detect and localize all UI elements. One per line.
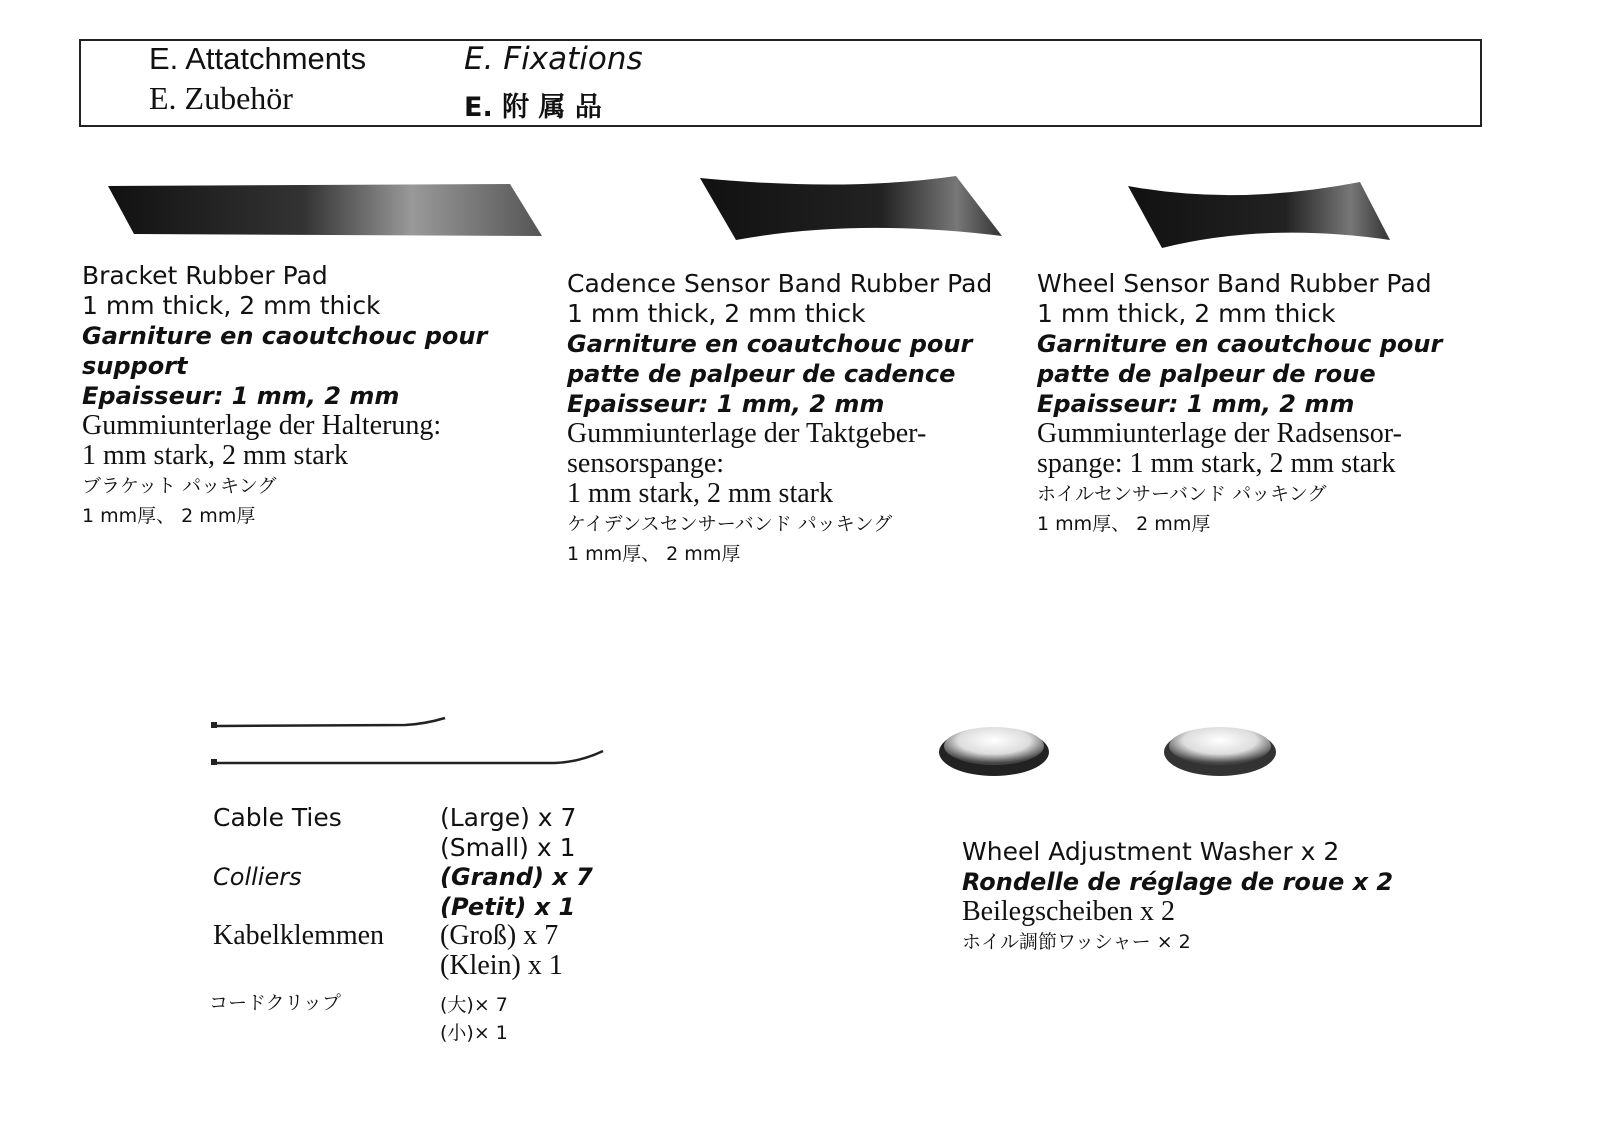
- cable-ties-large-en: (Large) x 7: [440, 803, 577, 832]
- header-title-en: E. Attatchments: [149, 41, 367, 76]
- cadence-de-thickness: 1 mm stark, 2 mm stark: [567, 478, 833, 509]
- cable-ties-label-jp: コードクリップ: [209, 992, 341, 1014]
- cable-ties-label-de: Kabelklemmen: [213, 920, 385, 951]
- cadence-de-name-1: Gummiunterlage der Taktgeber-: [567, 418, 927, 449]
- washer-de: Beilegscheiben x 2: [962, 896, 1176, 927]
- cadence-en-thickness: 1 mm thick, 2 mm thick: [567, 299, 866, 328]
- wheel-en-thickness: 1 mm thick, 2 mm thick: [1037, 299, 1336, 328]
- cable-ties-image: [205, 715, 605, 775]
- bracket-en-name: Bracket Rubber Pad: [82, 261, 328, 290]
- wheel-de-name-2: spange: 1 mm stark, 2 mm stark: [1037, 448, 1396, 479]
- cadence-jp-name: ケイデンスセンサーバンド パッキング: [567, 513, 893, 535]
- cable-ties-large-de: (Groß) x 7: [440, 920, 559, 951]
- bracket-rubber-pad-image: [100, 180, 550, 242]
- cable-ties-label-fr: Colliers: [213, 863, 302, 891]
- section-header: [79, 39, 1482, 127]
- wheel-sensor-pad-image: [1126, 180, 1396, 252]
- cable-ties-large-fr: (Grand) x 7: [440, 863, 593, 891]
- washer-block: [962, 837, 1393, 957]
- bracket-de-name: Gummiunterlage der Halterung:: [82, 410, 442, 441]
- cadence-de-name-2: sensorspange:: [567, 448, 725, 479]
- bracket-fr-thickness: Epaisseur: 1 mm, 2 mm: [82, 382, 400, 410]
- wheel-en-name: Wheel Sensor Band Rubber Pad: [1037, 269, 1432, 298]
- washer-fr: Rondelle de réglage de roue x 2: [962, 868, 1394, 896]
- cadence-fr-name-1: Garniture en coautchouc pour: [567, 330, 973, 358]
- cadence-fr-thickness: Epaisseur: 1 mm, 2 mm: [567, 390, 885, 418]
- wheel-jp-thickness: 1 mm厚、 2 mm厚: [1037, 513, 1211, 535]
- header-title-de: E. Zubehör: [149, 80, 293, 116]
- cable-ties-small-de: (Klein) x 1: [440, 950, 563, 981]
- cadence-jp-thickness: 1 mm厚、 2 mm厚: [567, 543, 741, 565]
- washer-jp: ホイル調節ワッシャー × 2: [962, 931, 1191, 953]
- bracket-jp-thickness: 1 mm厚、 2 mm厚: [82, 505, 256, 527]
- cadence-fr-name-2: patte de palpeur de cadence: [567, 360, 956, 388]
- cadence-sensor-pad-image: [696, 174, 1008, 246]
- bracket-fr-name-1: Garniture en caoutchouc pour: [82, 322, 488, 350]
- bracket-rubber-pad-block: [82, 261, 487, 531]
- cable-ties-label-en: Cable Ties: [213, 803, 342, 832]
- header-title-jp: E. 附 属 品: [464, 92, 602, 123]
- cable-ties-small-en: (Small) x 1: [440, 833, 576, 862]
- wheel-fr-name-2: patte de palpeur de roue: [1037, 360, 1376, 388]
- bracket-de-thickness: 1 mm stark, 2 mm stark: [82, 440, 348, 471]
- cadence-en-name: Cadence Sensor Band Rubber Pad: [567, 269, 993, 298]
- cadence-sensor-pad-block: [567, 269, 992, 569]
- wheel-jp-name: ホイルセンサーバンド パッキング: [1037, 483, 1327, 505]
- cable-ties-small-fr: (Petit) x 1: [440, 893, 576, 921]
- wheel-fr-thickness: Epaisseur: 1 mm, 2 mm: [1037, 390, 1355, 418]
- washer-en: Wheel Adjustment Washer x 2: [962, 837, 1340, 866]
- washer-image: [936, 720, 1286, 782]
- bracket-en-thickness: 1 mm thick, 2 mm thick: [82, 291, 381, 320]
- bracket-jp-name: ブラケット パッキング: [82, 475, 277, 497]
- cable-ties-large-jp: (大)× 7: [440, 994, 508, 1016]
- wheel-sensor-pad-block: [1037, 269, 1442, 539]
- cable-ties-small-jp: (小)× 1: [440, 1022, 508, 1044]
- header-title-fr: E. Fixations: [464, 41, 643, 77]
- wheel-fr-name-1: Garniture en caoutchouc pour: [1037, 330, 1443, 358]
- wheel-de-name-1: Gummiunterlage der Radsensor-: [1037, 418, 1402, 449]
- bracket-fr-name-2: support: [82, 352, 188, 380]
